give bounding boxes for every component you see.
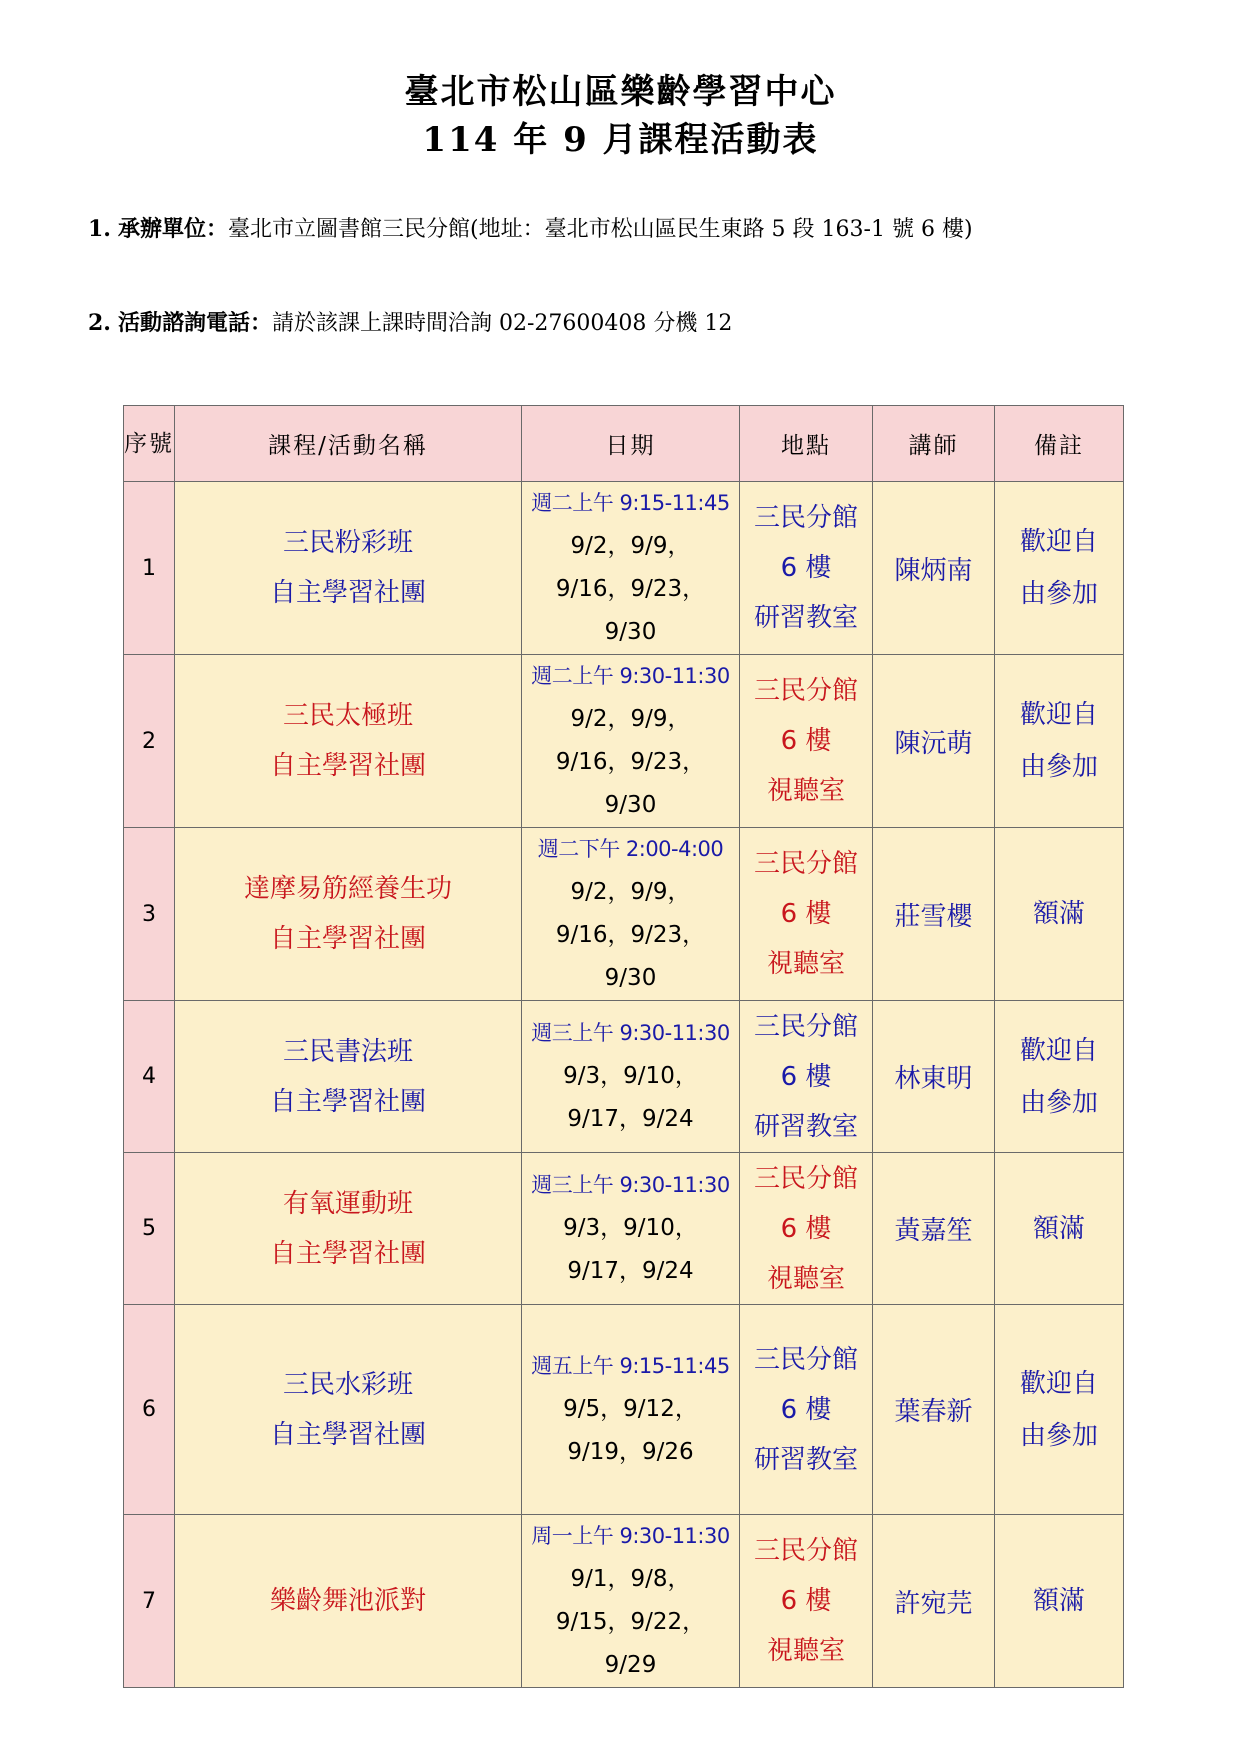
cell-note <box>995 1001 1124 1153</box>
header-seq: 序號 <box>124 406 175 482</box>
cell-place <box>740 1153 873 1305</box>
info-organizer <box>30 212 1180 247</box>
place-room: 視聽室 <box>766 1263 845 1294</box>
course-dates: 9/30 <box>604 965 657 991</box>
note-text: 歡迎自 <box>1019 700 1098 730</box>
row-number: 2 <box>142 728 156 754</box>
cell-seq <box>124 482 175 655</box>
course-name: 有氧運動班 <box>282 1188 413 1219</box>
cell-date <box>522 1305 740 1515</box>
place-floor: 6 樓 <box>780 553 832 583</box>
cell-course-name <box>175 828 522 1001</box>
table-row <box>124 1515 1124 1688</box>
header-name: 課程/活動名稱 <box>175 406 522 482</box>
course-type: 自主學習社團 <box>269 578 426 608</box>
table-row <box>124 655 1124 828</box>
cell-course-name <box>175 1305 522 1515</box>
course-name: 三民書法班 <box>282 1036 413 1067</box>
place-branch: 三民分館 <box>753 1536 858 1566</box>
row-number: 1 <box>142 555 156 581</box>
place-branch: 三民分館 <box>753 1011 858 1042</box>
cell-date <box>522 482 740 655</box>
course-dates: 9/1，9/8， <box>570 1566 691 1592</box>
cell-seq <box>124 1515 175 1688</box>
header-place: 地點 <box>740 406 873 482</box>
place-room: 研習教室 <box>753 1111 858 1142</box>
course-dates: 9/17，9/24 <box>567 1258 694 1284</box>
cell-place <box>740 1305 873 1515</box>
note-text: 由參加 <box>1019 1420 1098 1451</box>
cell-note <box>995 1515 1124 1688</box>
course-time: 週二上午 9:15-11:45 <box>531 491 730 515</box>
course-dates: 9/16，9/23， <box>555 576 706 602</box>
table-header-row <box>124 406 1124 482</box>
course-dates: 9/16，9/23， <box>555 749 706 775</box>
course-type: 自主學習社團 <box>269 1419 426 1450</box>
note-text: 歡迎自 <box>1019 1368 1098 1399</box>
cell-teacher <box>873 1515 995 1688</box>
course-type: 自主學習社團 <box>269 751 426 781</box>
place-room: 視聽室 <box>766 949 845 979</box>
table-row <box>124 828 1124 1001</box>
place-floor: 6 樓 <box>780 1394 832 1425</box>
note-text: 額滿 <box>1032 1586 1085 1616</box>
cell-course-name <box>175 1153 522 1305</box>
cell-teacher <box>873 828 995 1001</box>
info-number: 1. <box>88 216 111 242</box>
place-branch: 三民分館 <box>753 676 858 706</box>
header-note: 備註 <box>995 406 1124 482</box>
course-time: 週二上午 9:30-11:30 <box>531 664 730 688</box>
cell-date <box>522 655 740 828</box>
teacher-name: 莊雪櫻 <box>894 901 973 932</box>
cell-date <box>522 1001 740 1153</box>
cell-teacher <box>873 1305 995 1515</box>
row-number: 7 <box>142 1588 156 1614</box>
cell-teacher <box>873 655 995 828</box>
course-dates: 9/17，9/24 <box>567 1106 694 1132</box>
cell-teacher <box>873 1153 995 1305</box>
note-text: 額滿 <box>1032 899 1085 929</box>
cell-seq <box>124 1153 175 1305</box>
place-floor: 6 樓 <box>780 1213 832 1244</box>
course-dates: 9/29 <box>604 1652 657 1678</box>
header-date: 日期 <box>522 406 740 482</box>
cell-date <box>522 1153 740 1305</box>
info-number: 2. <box>88 310 111 336</box>
cell-place <box>740 1515 873 1688</box>
cell-note <box>995 1153 1124 1305</box>
cell-course-name <box>175 482 522 655</box>
teacher-name: 林東明 <box>894 1064 973 1094</box>
place-branch: 三民分館 <box>753 503 858 533</box>
course-time: 週五上午 9:15-11:45 <box>531 1354 730 1378</box>
place-floor: 6 樓 <box>780 899 832 929</box>
teacher-name: 陳沅萌 <box>894 728 973 759</box>
info-label: 承辦單位： <box>117 216 228 242</box>
header-teacher: 講師 <box>873 406 995 482</box>
cell-seq <box>124 828 175 1001</box>
cell-place <box>740 828 873 1001</box>
course-time: 週三上午 9:30-11:30 <box>531 1173 730 1197</box>
row-number: 5 <box>142 1216 156 1241</box>
note-text: 歡迎自 <box>1019 1035 1098 1066</box>
cell-note <box>995 482 1124 655</box>
place-room: 研習教室 <box>753 1444 858 1475</box>
course-time: 周一上午 9:30-11:30 <box>531 1524 730 1548</box>
cell-note <box>995 1305 1124 1515</box>
course-name: 三民粉彩班 <box>282 528 413 558</box>
info-text: 請於該課上課時間洽詢 02-27600408 分機 12 <box>271 311 733 336</box>
course-name: 達摩易筋經養生功 <box>243 874 452 904</box>
course-name: 三民水彩班 <box>282 1369 413 1400</box>
course-dates: 9/2，9/9， <box>570 879 691 905</box>
place-room: 視聽室 <box>766 776 845 806</box>
course-dates: 9/2，9/9， <box>570 706 691 732</box>
course-dates: 9/3，9/10， <box>563 1063 698 1089</box>
cell-note <box>995 828 1124 1001</box>
row-number: 3 <box>142 901 156 927</box>
note-text: 歡迎自 <box>1019 527 1098 557</box>
place-branch: 三民分館 <box>753 1163 858 1194</box>
cell-place <box>740 655 873 828</box>
row-number: 6 <box>142 1397 156 1422</box>
table-row <box>124 1305 1124 1515</box>
cell-course-name <box>175 655 522 828</box>
teacher-name: 黃嘉笙 <box>894 1216 973 1246</box>
note-text: 由參加 <box>1019 1087 1098 1118</box>
course-dates: 9/30 <box>604 792 657 818</box>
document-title: 臺北市松山區樂齡學習中心 <box>404 72 837 112</box>
place-room: 研習教室 <box>753 603 858 633</box>
place-branch: 三民分館 <box>753 849 858 879</box>
cell-teacher <box>873 482 995 655</box>
note-text: 由參加 <box>1019 752 1098 782</box>
course-dates: 9/15，9/22， <box>555 1609 706 1635</box>
course-name: 樂齡舞池派對 <box>269 1586 426 1616</box>
course-dates: 9/5，9/12， <box>563 1396 698 1422</box>
teacher-name: 葉春新 <box>894 1397 973 1427</box>
course-type: 自主學習社團 <box>269 924 426 954</box>
course-time: 週三上午 9:30-11:30 <box>531 1021 730 1045</box>
course-type: 自主學習社團 <box>269 1086 426 1117</box>
table-row <box>124 1001 1124 1153</box>
teacher-name: 陳炳南 <box>894 555 973 586</box>
teacher-name: 許宛芫 <box>894 1588 973 1619</box>
schedule-table <box>123 405 1124 1688</box>
cell-date <box>522 828 740 1001</box>
place-floor: 6 樓 <box>780 1586 832 1616</box>
info-phone <box>30 306 1180 341</box>
place-branch: 三民分館 <box>753 1344 858 1375</box>
course-dates: 9/2，9/9， <box>570 533 691 559</box>
course-time: 週二下午 2:00-4:00 <box>537 837 724 861</box>
cell-seq <box>124 1305 175 1515</box>
course-name: 三民太極班 <box>282 701 413 731</box>
cell-place <box>740 482 873 655</box>
course-type: 自主學習社團 <box>269 1238 426 1269</box>
cell-note <box>995 655 1124 828</box>
cell-seq <box>124 655 175 828</box>
cell-course-name <box>175 1001 522 1153</box>
course-dates: 9/3，9/10， <box>563 1215 698 1241</box>
table-row <box>124 1153 1124 1305</box>
document-subtitle: 114 年 9 月課程活動表 <box>422 120 819 160</box>
course-dates: 9/19，9/26 <box>567 1439 694 1465</box>
table-row <box>124 482 1124 655</box>
note-text: 額滿 <box>1032 1213 1085 1244</box>
cell-seq <box>124 1001 175 1153</box>
cell-date <box>522 1515 740 1688</box>
course-dates: 9/16，9/23， <box>555 922 706 948</box>
info-label: 活動諮詢電話： <box>117 310 272 336</box>
row-number: 4 <box>142 1064 156 1089</box>
place-floor: 6 樓 <box>780 1061 832 1092</box>
course-dates: 9/30 <box>604 619 657 645</box>
place-floor: 6 樓 <box>780 726 832 756</box>
info-text: 臺北市立圖書館三民分館(地址：臺北市松山區民生東路 5 段 163-1 號 6 樓) <box>227 217 973 242</box>
cell-course-name <box>175 1515 522 1688</box>
cell-place <box>740 1001 873 1153</box>
place-room: 視聽室 <box>766 1636 845 1666</box>
note-text: 由參加 <box>1019 579 1098 609</box>
cell-teacher <box>873 1001 995 1153</box>
